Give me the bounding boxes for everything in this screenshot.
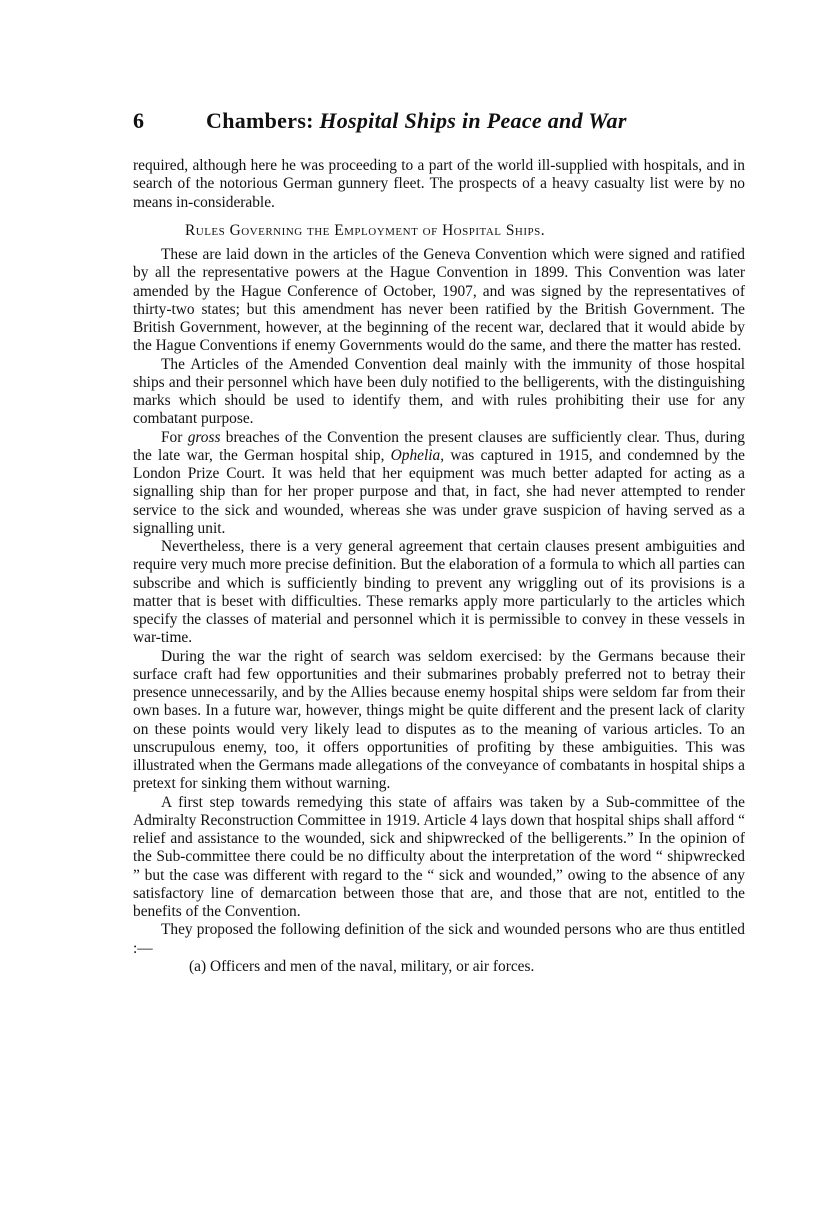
running-title-author: Chambers: xyxy=(206,108,314,133)
italic-term: gross xyxy=(187,428,221,446)
paragraph: During the war the right of search was seldom exercised: by the Germans because their surface craft had few opportunities and their submarines probably preferred not to betray their presence unnecessarily, and by the Allies because enemy hospital ships were seldom far from their own bases. In a future war, however, things might be quite different and the present lack of clarity on these points would very likely lead to disputes as to the meaning of various articles. To an unscrupulous enemy, too, it offers opportunities of profiting by these ambiguities. This was illustrated when the Germans made allegations of the conveyance of combatants in hospital ships a pretext for sinking them without warning. xyxy=(133,647,745,793)
running-header xyxy=(133,108,753,134)
ship-name: Ophelia, xyxy=(390,446,445,464)
list-item xyxy=(133,958,745,976)
text-span: For xyxy=(161,428,183,446)
page-number: 6 xyxy=(133,108,144,133)
paragraph-continued: required, although here he was proceeding to a part of the world ill-supplied with hospitals, and in search of the notorious German gunnery fleet. The prospects of a heavy casualty list were by no means in-considerable. xyxy=(133,157,745,211)
text-span: was captured in 1915, and condemned by the London Prize Court. It was held that her equipment was much better adapted for acting as a signalling ship than for her proper purpose and that, in fact, she had never attempted to render service to the sick and wounded, whereas she was under grave suspicion of having served as a signalling unit. xyxy=(133,446,745,537)
paragraph: These are laid down in the articles of the Geneva Convention which were signed and ratified by all the representative powers at the Hague Convention in 1899. This Convention was later amended by the Hague Conference of October, 1907, and was signed by the representatives of thirty-two states; but this amendment has never been ratified by the British Government. The British Government, however, at the beginning of the recent war, declared that it would abide by the Hague Conventions if enemy Governments would do the same, and there the matter has rested. xyxy=(133,246,745,355)
paragraph: The Articles of the Amended Convention deal mainly with the immunity of those hospital ships and their personnel which have been duly notified to the belligerents, with the distinguishing marks which should be used to identify them, and with rules prohibiting their use for any combatant purpose. xyxy=(133,355,745,428)
section-heading: Rules Governing the Employment of Hospital Ships. xyxy=(185,221,546,239)
list-item-label: (a) xyxy=(189,957,207,975)
list-item-text: Officers and men of the naval, military, or air forces. xyxy=(209,957,535,975)
running-title: Hospital Ships in Peace and War xyxy=(319,108,627,133)
text-span: breaches of the Convention the present clauses are sufficiently clear. Thus, during the late war, the German hospital ship, xyxy=(133,428,745,464)
paragraph: Nevertheless, there is a very general agreement that certain clauses present ambiguities and require very much more precise definition. But the elaboration of a formula to which all parties can subscribe and which is sufficiently binding to prevent any wriggling out of its provisions is a matter that is beset with difficulties. These remarks apply more particularly to the articles which specify the classes of material and personnel which it is permissible to convey in these vessels in war-time. xyxy=(133,538,745,647)
paragraph: A first step towards remedying this state of affairs was taken by a Sub-committee of the Admiralty Reconstruction Committee in 1919. Article 4 lays down that hospital ships shall afford “ relief and assistance to the wounded, sick and shipwrecked of the belligerents.” In the opinion of the Sub-committee there could be no difficulty about the interpretation of the word “ shipwrecked ” but the case was different with regard to the “ sick and wounded,” owing to the absence of any satisfactory line of demarcation between those that are, and those that are not, entitled to the benefits of the Convention. xyxy=(133,793,745,920)
body-text xyxy=(133,157,745,976)
paragraph xyxy=(133,429,745,539)
paragraph: They proposed the following definition of the sick and wounded persons who are thus entitled :— xyxy=(133,921,745,957)
